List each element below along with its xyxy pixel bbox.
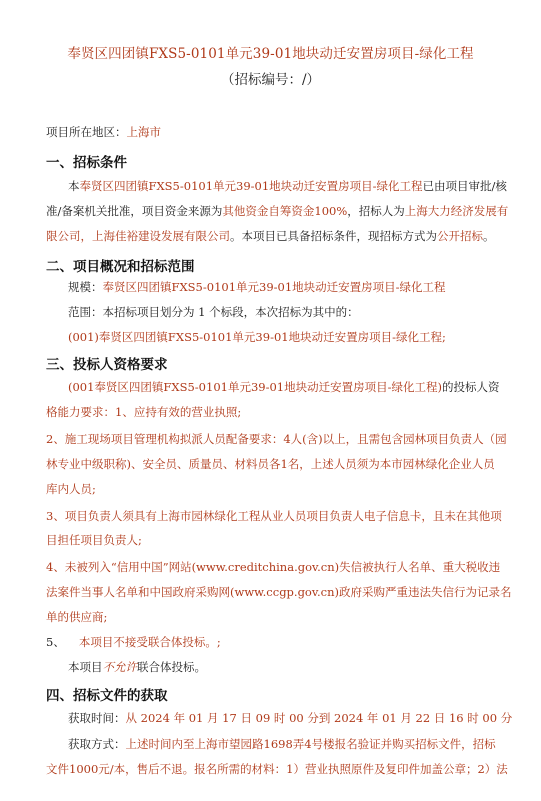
lot-name: (001奉贤区四团镇FXS5-0101单元39-01地块动迁安置房项目-绿化工程): [68, 380, 442, 394]
time-value: 从 2024 年 01 月 17 日 09 时 00 分到 2024 年 01 月 22 日 16 时 00 分: [125, 711, 513, 725]
bid-method: 公开招标: [437, 229, 483, 243]
bid-number: （招标编号：/）: [220, 72, 321, 88]
s3-line-5: 库内人员;: [46, 482, 96, 496]
text: 获取方式：: [68, 737, 126, 751]
text: 规模：: [68, 280, 103, 294]
tenderer: 上海大力经济发展有: [404, 204, 509, 218]
s3-line-12: [68, 659, 206, 675]
text: 本项目: [68, 660, 103, 674]
text: 的投标人资: [441, 380, 500, 394]
section-heading-3: 三、投标人资格要求: [46, 357, 168, 373]
s4-time: [68, 710, 512, 726]
section-heading-2: 二、项目概况和招标范围: [46, 259, 195, 275]
s1-line-3: [46, 228, 495, 244]
text: 。: [483, 229, 495, 243]
s3-line-11: [46, 634, 221, 650]
s1-line-1: [68, 178, 507, 194]
tenderer: 限公司，上海佳裕建设发展有限公司: [46, 229, 230, 243]
s3-line-4: 林专业中级职称)、安全员、质量员、材料员各1名，上述人员须为本市园林绿化企业人员: [46, 457, 495, 471]
project-name: 奉贤区四团镇FXS5-0101单元39-01地块动迁安置房项目-绿化工程: [79, 179, 423, 193]
text: 本: [68, 179, 80, 193]
text: 5、: [46, 635, 65, 649]
scale-value: 奉贤区四团镇FXS5-0101单元39-01地块动迁安置房项目-绿化工程: [102, 280, 446, 294]
location-line: [46, 124, 161, 140]
text: 准/备案机关批准，项目资金来源为: [46, 204, 223, 218]
s2-lot: (001)奉贤区四团镇FXS5-0101单元39-01地块动迁安置房项目-绿化工程;: [68, 330, 446, 344]
fund-source: 其他资金自筹资金100%: [222, 204, 348, 218]
location-value: 上海市: [126, 125, 161, 139]
s3-line-7: 目担任项目负责人;: [46, 533, 142, 547]
joint-bid-note: 本项目不接受联合体投标。;: [78, 635, 221, 649]
section-heading-4: 四、招标文件的获取: [46, 688, 168, 704]
s3-line-2: 格能力要求：1、应持有效的营业执照;: [46, 405, 242, 419]
s4-method-2: [46, 761, 508, 777]
s3-line-10: 单的供应商;: [46, 610, 108, 624]
s3-line-9: 法案件当事人名单和中国政府采购网(www.ccgp.gov.cn)政府采购严重违法失信行为记录名: [46, 585, 512, 599]
s2-range: 范围：本招标项目划分为 1 个标段，本次招标为其中的：: [68, 305, 359, 319]
s3-line-3: 2、施工现场项目管理机构拟派人员配备要求：4人(含)以上，且需包含园林项目负责人（园: [46, 432, 507, 446]
text: 已由项目审批/核: [422, 179, 507, 193]
s1-line-2: [46, 203, 508, 219]
s3-line-1: [68, 379, 499, 395]
text: 获取时间：: [68, 711, 126, 725]
s3-line-8: 4、未被列入“信用中国”网站(www.creditchina.gov.cn)失信被执行人名单、重大税收违: [46, 560, 501, 574]
section-heading-1: 一、招标条件: [46, 155, 127, 171]
s3-line-6: 3、项目负责人须具有上海市园林绿化工程从业人员项目负责人电子信息卡，且未在其他项: [46, 509, 502, 523]
materials-value: 报名所需的材料：1）营业执照原件及复印件加盖公章；2）法: [194, 762, 508, 776]
page-title: 奉贤区四团镇FXS5-0101单元39-01地块动迁安置房项目-绿化工程: [67, 46, 474, 62]
text: 联合体投标。: [137, 660, 206, 674]
text: 。本项目已具备招标条件，现招标方式为: [230, 229, 437, 243]
not-allowed: 不允许: [102, 660, 137, 674]
method-value: 文件1000元/本，售后不退。: [46, 762, 195, 776]
s2-scale: [68, 279, 446, 295]
location-label: 项目所在地区：: [46, 125, 127, 139]
text: ，招标人为: [347, 204, 405, 218]
s4-method-1: [68, 736, 496, 752]
method-value: 上述时间内至上海市望园路1698弄4号楼报名验证并购买招标文件，招标: [125, 737, 496, 751]
